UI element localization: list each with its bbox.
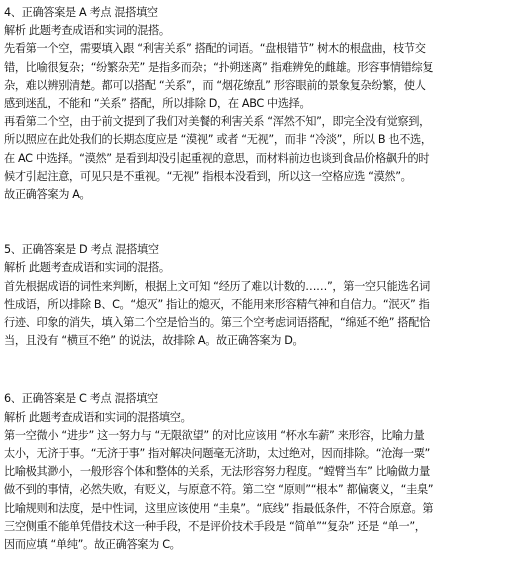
section-heading: 6、正确答案是 C 考点 混搭填空: [4, 392, 158, 406]
analysis-label: 解析 此题考查成语和实词的混搭填空。: [4, 410, 192, 424]
section-spacer: [4, 350, 510, 390]
document-page: [4, 4, 510, 554]
conclusion-line: 因而应填 “单纯”。故正确答案为 C。: [4, 538, 181, 552]
paragraph-line: 候才引起注意，可见只是不重视。“无视” 指根本没看到，所以这一空格应选 “漠然”。: [4, 169, 412, 183]
section-heading: 5、正确答案是 D 考点 混搭填空: [4, 243, 159, 257]
paragraph-line: 首先根据成语的词性来判断，根据上文可知 “经历了难以计数的……”，第一空只能选名词: [4, 279, 430, 293]
paragraph-line: 三空侧重不能单凭借技术这一种手段，不是评价技术手段是 “简单”“复杂” 还是 “单一”，: [4, 519, 426, 533]
answer-section-5: [4, 241, 510, 350]
section-heading: 4、正确答案是 A 考点 混搭填空: [4, 6, 158, 19]
paragraph-line: 性成语，所以排除 B、C。“熄灭” 指让的熄灭，不能用来形容精气神和自信力。“泯灭” 指: [4, 297, 430, 311]
analysis-label: 解析 此题考查成语和实词的混搭。: [4, 261, 170, 275]
paragraph-line: 错，比喻很复杂；“纷繁杂芜” 是指多而杂；“扑朔迷离” 指难辨免的雌雄。形容事情错综复: [4, 60, 434, 74]
paragraph-line: 在 AC 中选择。“漠然” 是看到却没引起重视的意思，而材料前边也谈到食品价格飙升的时: [4, 151, 430, 165]
paragraph-line: 杂，难以辨别清楚。都可以搭配 “关系”，而 “烟花缭乱” 形容眼前的景象复杂纷繁，使人: [4, 78, 426, 92]
paragraph-line: 第一空微小 “进步” 这一努力与 “无限欲望” 的对比应该用 “杯水车薪” 来形容，比喻力量: [4, 428, 425, 442]
paragraph-line: 再看第二个空，由于前文提到了我们对美餐的利害关系 “浑然不知”，即完全没有觉察到，: [4, 115, 430, 129]
paragraph-line: 太小，无济于事。“无济于事” 指对解决问题毫无济助，太过绝对，因而排除。“沧海一粟”: [4, 447, 430, 461]
paragraph-line: 做不到的事情，必然失败，有贬义，与原意不符。第二空 “原则”“根本” 都偏褒义，“圭臬”: [4, 483, 434, 497]
section-spacer: [4, 204, 510, 241]
conclusion-line: 故正确答案为 A。: [4, 188, 91, 202]
paragraph-line: 行迹、印象的消失，填入第二个空是恰当的。第三个空考虑词语搭配，“绵延不绝” 搭配恰: [4, 316, 430, 330]
paragraph-line: 先看第一个空，需要填入跟 “利害关系” 搭配的词语。“盘根错节” 树木的根盘曲，枝节交: [4, 42, 426, 56]
conclusion-line: 当，且没有 “横亘不绝” 的说法，故排除 A。故正确答案为 D。: [4, 334, 304, 348]
paragraph-line: 比喻规则和法度，是中性词，这里应该使用 “圭臬”。“底线” 指最低条件，不符合原意。第: [4, 501, 434, 515]
answer-section-6: [4, 390, 510, 554]
analysis-label: 解析 此题考查成语和实词的混搭。: [4, 24, 170, 38]
answer-section-4: [4, 4, 510, 204]
paragraph-line: 比喻极其渺小，一般形容个体和整体的关系，无法形容努力程度。“螳臂当车” 比喻做力量: [4, 465, 430, 479]
paragraph-line: 感到迷乱，不能和 “关系” 搭配，所以排除 D，在 ABC 中选择。: [4, 97, 311, 111]
paragraph-line: 所以照应在此处我们的长期态度应是 “漠视” 或者 “无视”，而非 “冷淡”，所以 B 也不选，: [4, 133, 432, 147]
